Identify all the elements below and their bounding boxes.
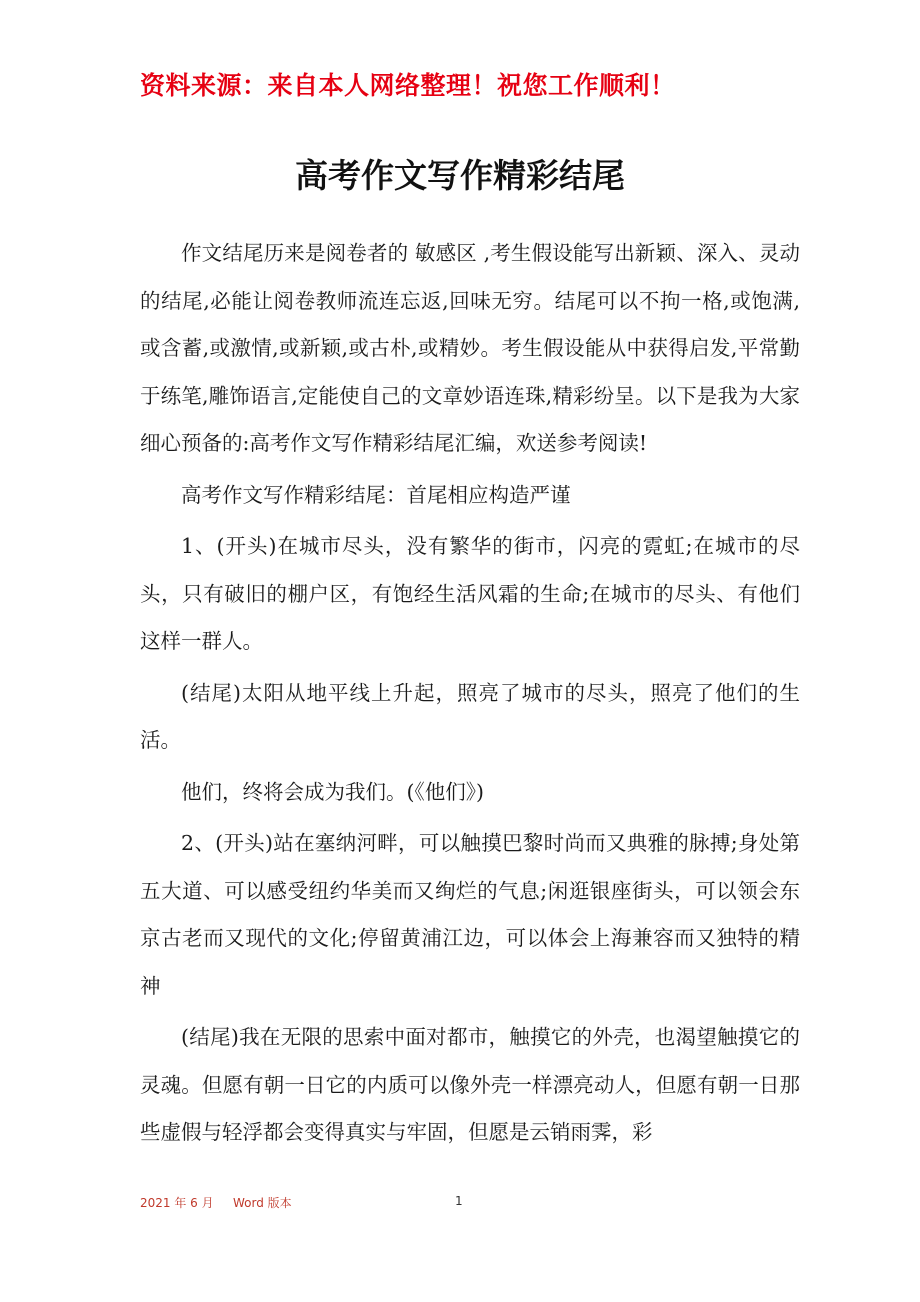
page-number: 1	[455, 1194, 463, 1208]
paragraph-example-1-closing-line: 他们，终将会成为我们。(《他们》)	[181, 779, 484, 804]
paragraph-example-2-opening: 2、(开头)站在塞纳河畔，可以触摸巴黎时尚而又典雅的脉搏;身处第五大道、可以感受纽约华美而又绚烂的气息;闲逛银座街头，可以领会东京古老而又现代的文化;停留黄浦江边，可以体会上海兼容而又独特的精神	[140, 831, 800, 998]
paragraph-example-1-ending: (结尾)太阳从地平线上升起，照亮了城市的尽头，照亮了他们的生活。	[140, 680, 800, 752]
source-notice: 资料来源：来自本人网络整理！祝您工作顺利！	[140, 71, 676, 100]
paragraph-example-1-opening: 1、(开头)在城市尽头，没有繁华的街市，闪亮的霓虹;在城市的尽头，只有破旧的棚户区，有饱经生活风霜的生命;在城市的尽头、有他们这样一群人。	[140, 534, 800, 653]
footer-version: Word 版本	[233, 1196, 292, 1210]
page-footer	[0, 1194, 920, 1214]
paragraph-example-2-ending: (结尾)我在无限的思索中面对都市，触摸它的外壳，也渴望触摸它的灵魂。但愿有朝一日它的内质可以像外壳一样漂亮动人，但愿有朝一日那些虚假与轻浮都会变得真实与牢固，但愿是云销雨霁，彩	[140, 1025, 800, 1144]
footer-date: 2021 年 6 月	[140, 1196, 214, 1210]
document-body	[140, 230, 800, 1161]
document-title: 高考作文写作精彩结尾	[295, 156, 625, 195]
paragraph-intro: 作文结尾历来是阅卷者的 敏感区 ,考生假设能写出新颖、深入、灵动的结尾,必能让阅卷教师流连忘返,回味无穷。结尾可以不拘一格,或饱满,或含蓄,或激情,或新颖,或古朴,或精妙。考生假设能从中获得启发,平常勤于练笔,雕饰语言,定能使自己的文章妙语连珠,精彩纷呈。以下是我为大家细心预备的:高考作文写作精彩结尾汇编，欢送参考阅读!	[140, 241, 800, 455]
paragraph-section-heading: 高考作文写作精彩结尾：首尾相应构造严谨	[181, 482, 571, 507]
